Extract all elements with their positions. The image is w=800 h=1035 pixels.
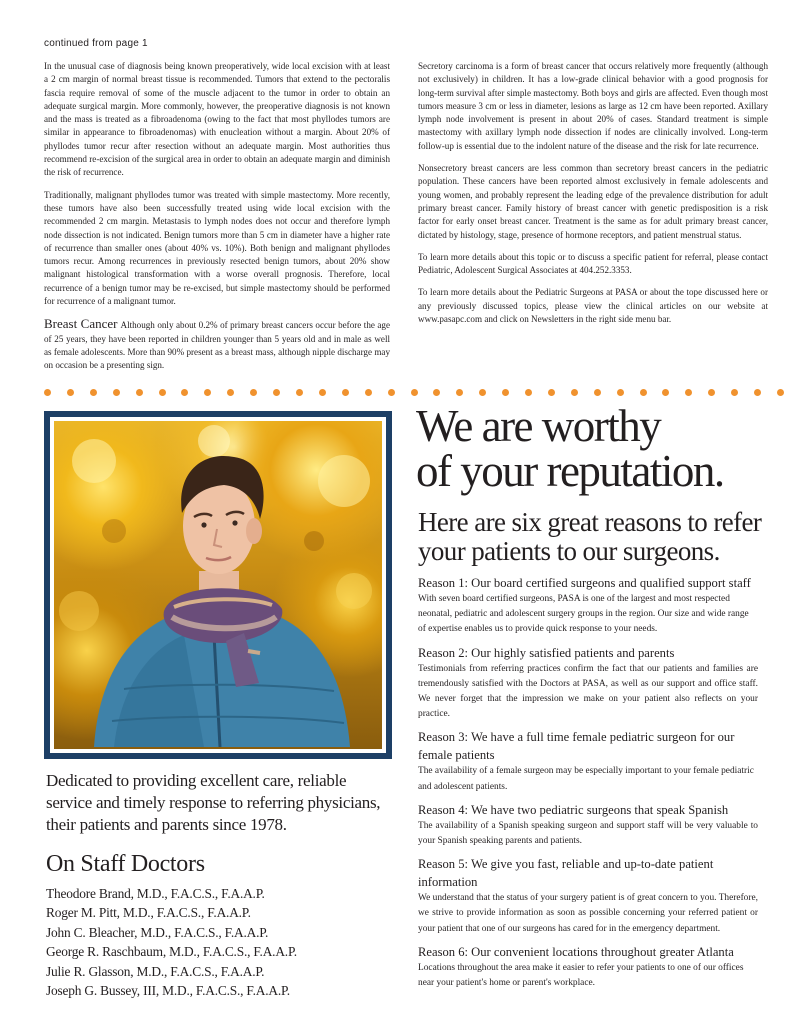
reason-title: Reason 4: We have two pediatric surgeons that speak Spanish (418, 802, 729, 817)
divider-dot (708, 389, 715, 396)
teen-boy-photo (54, 421, 382, 749)
divider-dot (296, 389, 303, 396)
divider-dot (204, 389, 211, 396)
divider-dot (525, 389, 532, 396)
reason-item (418, 644, 758, 723)
doctor-name: John C. Bleacher, M.D., F.A.C.S., F.A.A.P. (46, 924, 269, 940)
divider-dot (250, 389, 257, 396)
subhead-line: Here are six great reasons to refer (418, 507, 762, 537)
left-article-column (44, 60, 390, 382)
reasons-list (418, 574, 758, 997)
right-article-column (418, 60, 768, 335)
reason-body: With seven board certified surgeons, PASA is one of the largest and most respected neonatal, pediatric and adolescent surgery groups in the region. Our size and wide range of expertise enables us to provide quick response to your needs. (418, 594, 749, 635)
doctor-name: Roger M. Pitt, M.D., F.A.C.S., F.A.A.P. (46, 905, 251, 921)
promo-subhead (418, 508, 788, 566)
divider-dot (617, 389, 624, 396)
reason-body: We understand that the status of your surgery patient is of great concern to you. Therefore, we strive to provide information as soon as possible concerning your referred patient or your patient that one of our surgeons has cared for in the emergency department. (418, 893, 758, 934)
divider-dot (365, 389, 372, 396)
breast-cancer-text: Although only about 0.2% of primary breast cancers occur before the age of 25 years, they have been reported in children younger than 5 years old and in male as well as female adolescents. More than 90% present as a breast mass, although nipple discharge may on occasion be a presenting sign. (44, 320, 391, 371)
doctor-name: Theodore Brand, M.D., F.A.C.S., F.A.A.P. (46, 886, 265, 901)
divider-dot (342, 389, 349, 396)
reason-item (418, 943, 758, 991)
headline-line: We are worthy (416, 401, 661, 451)
article-paragraph: Nonsecretory breast cancers are less common than secretory breast cancers in the pediatric population. These cancers have been reported almost exclusively in female adolescents and young women, and probably represent the leading edge of the prevalence distribution for adult primary breast cancer. Family history of breast cancer with genetic predisposition is a risk factor for early onset breast cancer. Treatment is the same as for adult primary breast cancer, dictated by histology, stage, presence of hormone receptors, and patient menstrual status. (418, 163, 768, 240)
divider-dot (273, 389, 280, 396)
reason-body: The availability of a female surgeon may be especially important to your female pediatric and adolescent patients. (418, 766, 754, 792)
reason-body: Locations throughout the area make it easier to refer your patients to one of our offices near your patient's home or parent's workplace. (418, 962, 744, 989)
divider-dot (67, 389, 74, 396)
divider-dot (662, 389, 669, 396)
teen-boy-illustration (54, 421, 380, 747)
divider-dot (90, 389, 97, 396)
divider-dot (433, 389, 440, 396)
divider-dot (685, 389, 692, 396)
website-paragraph: To learn more details about the Pediatric Surgeons at PASA or about the tope discussed here or any previously discussed topics, please view the clinical articles on our website at www.pasapc.com and click on Newsletters in the right side menu bar. (418, 287, 768, 325)
reason-title: Reason 5: We give you fast, reliable and up-to-date patient information (418, 857, 714, 890)
divider-dot (44, 389, 51, 396)
divider-dot (479, 389, 486, 396)
divider-dot (181, 389, 188, 396)
photo-frame (44, 411, 392, 759)
doctor-name: Julie R. Glasson, M.D., F.A.C.S., F.A.A.P. (46, 963, 265, 979)
dotted-divider (44, 386, 784, 398)
reason-title: Reason 6: Our convenient locations throughout greater Atlanta (418, 944, 734, 959)
divider-dot (411, 389, 418, 396)
breast-cancer-paragraph (44, 317, 390, 372)
divider-dot (388, 389, 395, 396)
contact-paragraph: To learn more details about this topic or to discuss a specific patient for referral, please contact Pediatric, Adolescent Surgical Associates at 404.252.3353. (418, 251, 768, 276)
reason-body: The availability of a Spanish speaking surgeon and support staff will be very valuable to your Spanish speaking parents and patients. (418, 820, 758, 847)
promo-headline (416, 401, 786, 496)
divider-dot (136, 389, 143, 396)
doctor-name: George R. Raschbaum, M.D., F.A.C.S., F.A.A.P. (46, 944, 297, 960)
divider-dot (502, 389, 509, 396)
divider-dot (319, 389, 326, 396)
breast-cancer-heading: Breast Cancer (44, 316, 118, 332)
reason-title: Reason 3: We have a full time female pediatric surgeon for our female patients (418, 730, 735, 763)
article-paragraph: Secretory carcinoma is a form of breast cancer that occurs relatively more frequently (although not exclusively) in children. It has a low-grade clinical behavior with a good prognosis for long-term survival after simple mastectomy. Both boys and girls are affected. Even though most tumors measure 3 cm or less in diameter, lesions as large as 12 cm have been reported. Axillary lymph node involvement is present in about 20% of cases. Standard treatment is simple mastectomy with axillary lymph node dissection if nodes are clinically involved. Long-term follow-up is essential due to the indolent nature of the disease and the risk for late recurrence. (418, 61, 768, 151)
divider-dot (227, 389, 234, 396)
continued-label: continued from page 1 (44, 38, 148, 49)
doctor-list (46, 884, 386, 1000)
reason-item (418, 728, 758, 794)
reason-item (418, 855, 758, 937)
reason-title: Reason 1: Our board certified surgeons and qualified support staff (418, 576, 751, 590)
divider-dot (456, 389, 463, 396)
divider-dot (571, 389, 578, 396)
divider-dot (754, 389, 761, 396)
reason-title: Reason 2: Our highly satisfied patients and parents (418, 645, 675, 660)
staff-heading: On Staff Doctors (46, 851, 205, 877)
photo-matte (50, 417, 386, 753)
divider-dot (548, 389, 555, 396)
divider-dot (731, 389, 738, 396)
headline-line: of your reputation. (416, 446, 724, 496)
divider-dot (594, 389, 601, 396)
reason-item (418, 801, 758, 849)
divider-dot (640, 389, 647, 396)
article-paragraph: Traditionally, malignant phyllodes tumor was treated with simple mastectomy. More recently, these tumors have also been successfully treated using wide local excision with the recommended 2 cm margin. Metastasis to lymph nodes does not occur and therefore lymph node dissection is not indicated. Benign tumors more than 5 cm in diameter have a higher rate of recurrence than smaller ones (about 40% vs. 10%). Both benign and malignant phyllodes tumors recur. Among recurrences in previously resected benign tumors, about 20% show malignant histological transformation with a worse overall prognosis. Therefore, local recurrence of a benign tumor may be re-excised, but simple mastectomy should be performed for recurrence of a malignant tumor. (44, 189, 390, 307)
reason-item (418, 574, 758, 638)
doctor-name: Joseph G. Bussey, III, M.D., F.A.C.S., F.A.A.P. (46, 983, 290, 999)
article-paragraph: In the unusual case of diagnosis being known preoperatively, wide local excision with at least a 2 cm margin of normal breast tissue is recommended. Tumors that extend to the pectoralis fascia require removal of some of the muscle adjacent to the tumor in order to obtain an adequate surgical margin. More commonly, however, the preoperative diagnosis is not known and the mass is treated as a fibroadenoma (owing to the fact that most phyllodes tumors are similar in appearance to fibroadenomas) with enucleation without a margin. About 20% of phyllodes tumor recur after resection without an adequate margin. Most authorities thus recommend re-excision of the surgical area in order to obtain an adequate margin and diminish the risk of recurrence. (44, 61, 390, 178)
reason-body: Testimonials from referring practices confirm the fact that our patients and families are tremendously satisfied with the Doctors at PASA, as well as our support and office staff. We never forget that the impression we make on your patient also reflects on your practice. (418, 663, 758, 720)
divider-dot (159, 389, 166, 396)
divider-dot (777, 389, 784, 396)
dedicated-statement: Dedicated to providing excellent care, reliable service and timely response to referring physicians, their patients and parents since 1978. (46, 771, 381, 834)
divider-dot (113, 389, 120, 396)
subhead-line: your patients to our surgeons. (418, 536, 720, 566)
